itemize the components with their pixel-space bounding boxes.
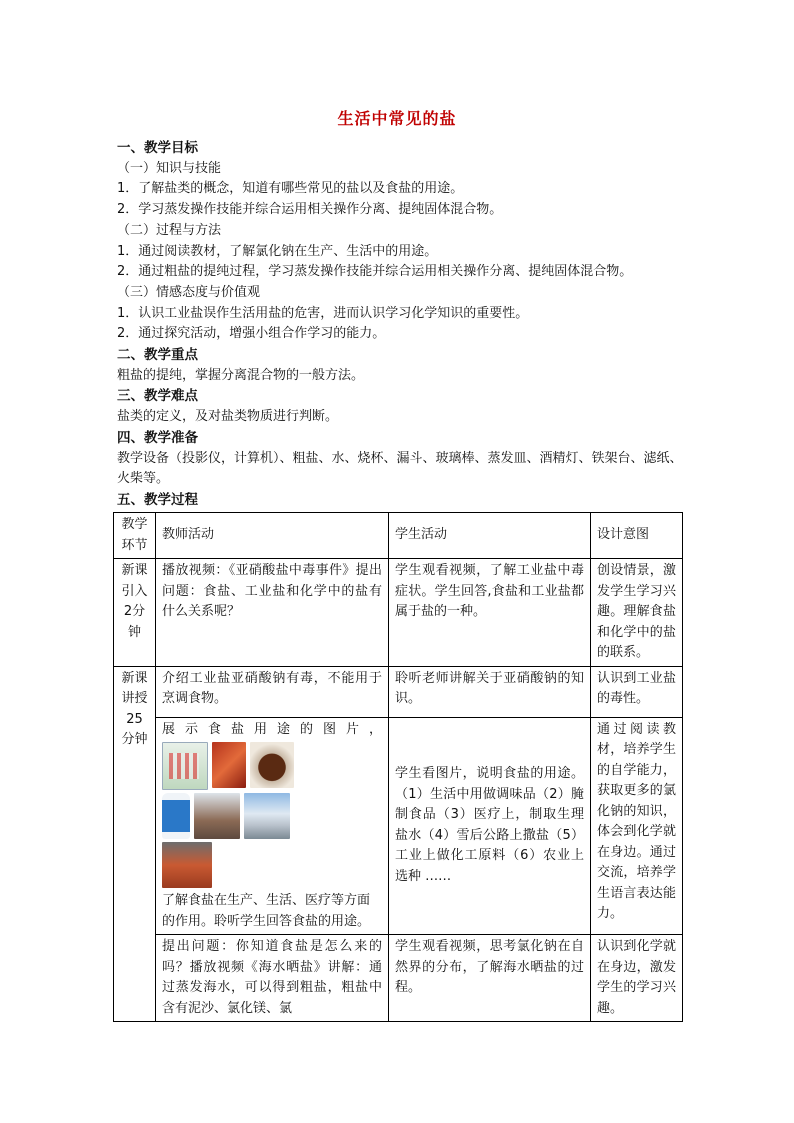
lecture-2-intent: 通过阅读教材，培养学生的自学能力，获取更多的氯化钠的知识，体会到化学就在身边。通过交流，培养学生语言表达能力。 <box>591 717 683 935</box>
header-intent: 设计意图 <box>591 513 683 559</box>
emotion-item: 2．通过探究活动，增强小组合作学习的能力。 <box>117 326 386 342</box>
lecture-2-teacher-top: 展示食盐用途的图片， <box>162 721 382 737</box>
lecture-1-student: 聆听老师讲解关于亚硝酸钠的知识。 <box>389 666 591 717</box>
difficulty-heading: 三、教学难点 <box>117 388 198 405</box>
lecture-3-intent: 认识到化学就在身边，激发学生的学习兴趣。 <box>591 935 683 1022</box>
table-row-lecture-1 <box>114 666 683 717</box>
cured-meat-photo <box>212 742 246 788</box>
lecture-2-teacher-bottom: 了解食盐在生产、生活、医疗等方面的作用。聆听学生回答食盐的用途。 <box>162 893 371 929</box>
process-item: 2．通过粗盐的提纯过程，学习蒸发操作技能并综合运用相关操作分离、提纯固体混合物。 <box>117 264 633 280</box>
intro-teacher: 播放视频：《亚硝酸盐中毒事件》提出问题：食盐、工业盐和化学中的盐有什么关系呢？ <box>156 559 389 667</box>
chemical-plant-photo <box>244 793 290 839</box>
objectives-block <box>117 138 687 511</box>
pickled-food-photo <box>250 742 294 788</box>
prep-heading: 四、教学准备 <box>117 429 198 446</box>
key-heading: 二、教学重点 <box>117 347 198 364</box>
prep-text: 教学设备（投影仪，计算机）、粗盐、水、烧杯、漏斗、玻璃棒、蒸发皿、酒精灯、铁架台、滤纸、火柴等。 <box>117 450 683 487</box>
road-salting-photo <box>194 793 240 839</box>
difficulty-text: 盐类的定义，及对盐类物质进行判断。 <box>117 409 339 425</box>
process-heading: （二）过程与方法 <box>117 222 222 238</box>
lecture-2-teacher <box>156 717 389 935</box>
salt-uses-photos <box>162 742 322 888</box>
process-item: 1．通过阅读教材，了解氯化钠在生产、生活中的用途。 <box>117 243 438 259</box>
emotion-item: 1．认识工业盐误作生活用盐的危害，进而认识学习化学知识的重要性。 <box>117 305 529 321</box>
seed-selection-photo <box>162 842 212 888</box>
lecture-3-student: 学生观看视频，思考氯化钠在自然界的分布，了解海水晒盐的过程。 <box>389 935 591 1022</box>
saline-bottle-photo <box>162 793 190 839</box>
stage-intro: 新课引入2分钟 <box>114 559 156 667</box>
stage-lecture: 新课讲授25分钟 <box>114 666 156 1022</box>
header-student: 学生活动 <box>389 513 591 559</box>
objectives-heading: 一、教学目标 <box>117 140 198 156</box>
key-text: 粗盐的提纯，掌握分离混合物的一般方法。 <box>117 367 365 383</box>
lecture-3-teacher: 提出问题：你知道食盐是怎么来的吗？播放视频《海水晒盐》讲解：通过蒸发海水，可以得到粗盐，粗盐中含有泥沙、氯化镁、氯 <box>156 935 389 1022</box>
table-row-intro <box>114 559 683 667</box>
knowledge-heading: （一）知识与技能 <box>117 160 222 176</box>
lecture-1-teacher: 介绍工业盐亚硝酸钠有毒，不能用于烹调食物。 <box>156 666 389 717</box>
intro-student: 学生观看视频，了解工业盐中毒症状。学生回答,食盐和工业盐都属于盐的一种。 <box>389 559 591 667</box>
table-header-row <box>114 513 683 559</box>
header-stage: 教学环节 <box>114 513 156 559</box>
lecture-2-student: 学生看图片，说明食盐的用途。（1）生活中用做调味品（2）腌制食品（3）医疗上，制取生理盐水（4）雪后公路上撒盐（5）工业上做化工原料（6）农业上选种 …… <box>389 717 591 935</box>
table-row-lecture-2 <box>114 717 683 935</box>
knowledge-item: 1．了解盐类的概念，知道有哪些常见的盐以及食盐的用途。 <box>117 181 464 197</box>
process-section-heading: 五、教学过程 <box>117 491 198 508</box>
table-row-lecture-3 <box>114 935 683 1022</box>
intro-intent: 创设情景，激发学生学习兴趣。理解食盐和化学中的盐的联系。 <box>591 559 683 667</box>
salt-bags-photo <box>162 742 208 790</box>
page-title: 生活中常见的盐 <box>337 109 457 128</box>
knowledge-item: 2．学习蒸发操作技能并综合运用相关操作分离、提纯固体混合物。 <box>117 202 503 218</box>
header-teacher: 教师活动 <box>156 513 389 559</box>
lesson-table <box>113 512 683 1022</box>
emotion-heading: （三）情感态度与价值观 <box>117 284 261 300</box>
lecture-1-intent: 认识到工业盐的毒性。 <box>591 666 683 717</box>
